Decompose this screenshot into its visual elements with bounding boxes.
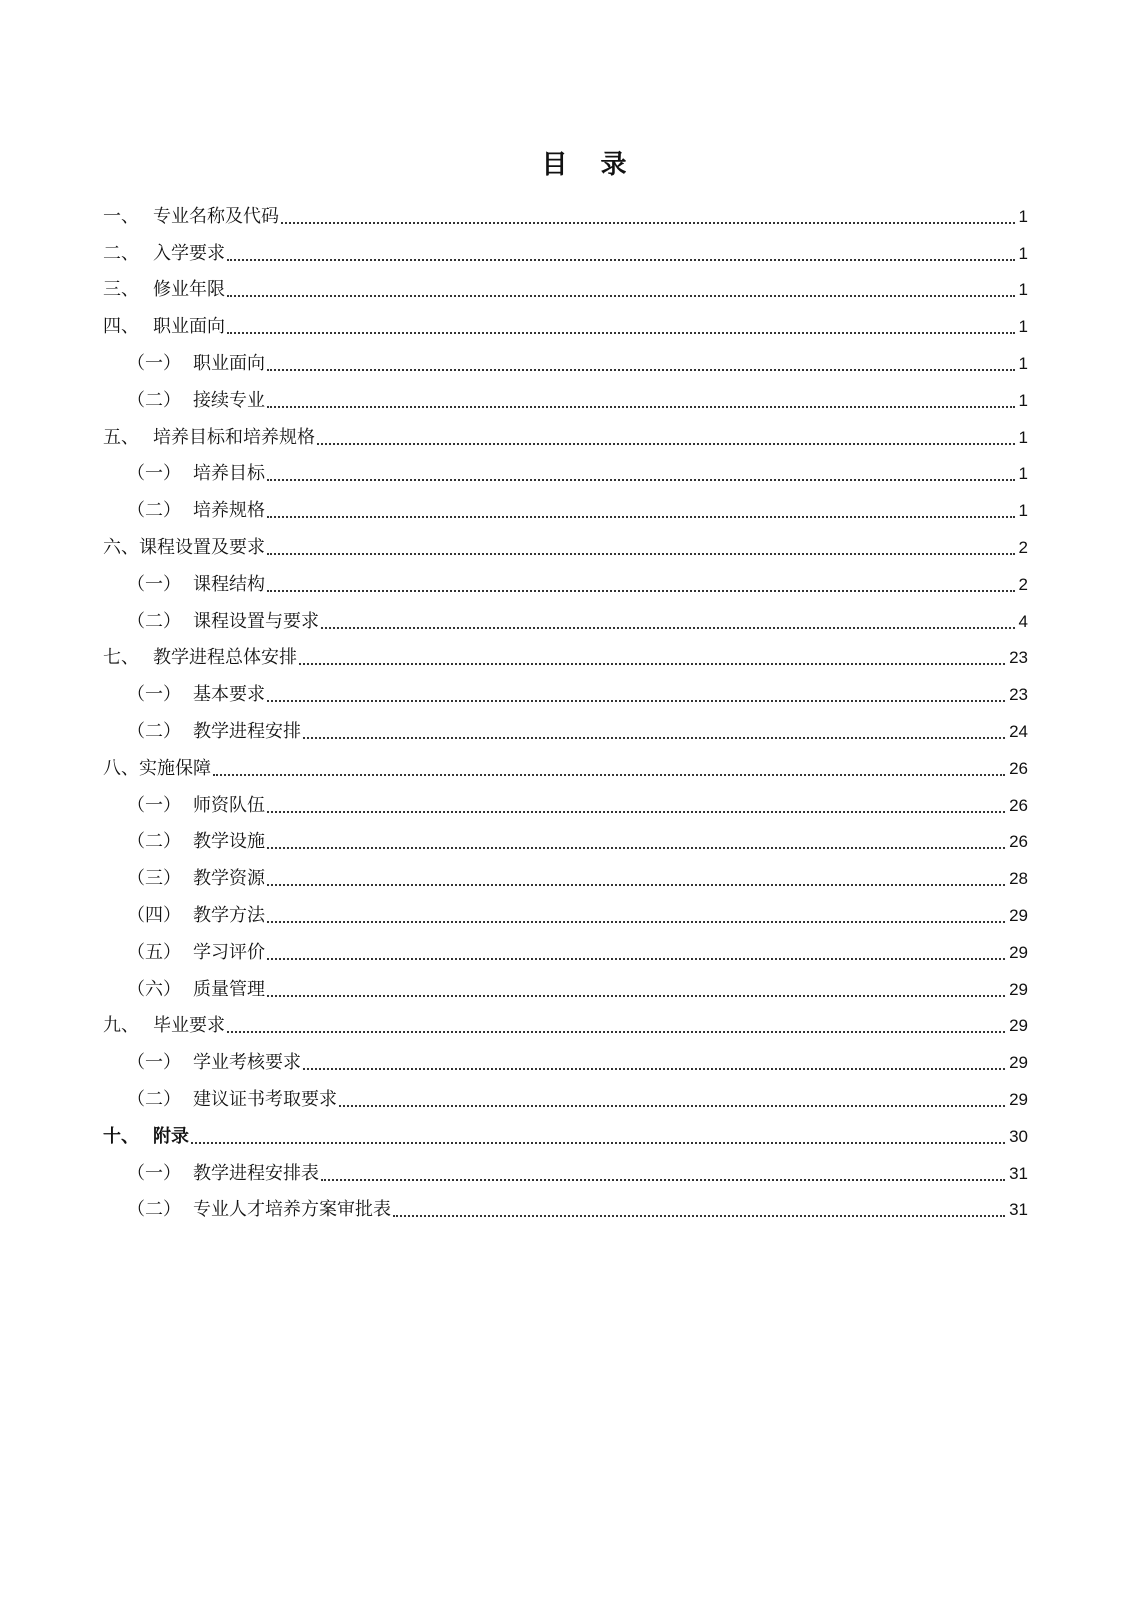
toc-entry[interactable] [103,560,1028,597]
toc-entry-title: 学习评价 [193,941,265,963]
toc-entry-number: （五） [127,941,181,963]
toc-entry[interactable] [103,670,1028,707]
toc-entry[interactable] [103,707,1028,744]
toc-entry[interactable] [103,450,1028,487]
toc-entry-number: 七、 [103,647,139,669]
toc-entry-title: 教学进程安排表 [193,1162,319,1184]
toc-dot-leader [267,553,1015,555]
toc-page-number: 1 [1018,464,1028,484]
toc-entry-title: 专业名称及代码 [153,205,279,227]
toc-entry-title: 师资队伍 [193,794,265,816]
toc-entry-title: 建议证书考取要求 [193,1088,337,1110]
toc-entry-title: 教学设施 [193,831,265,853]
toc-entry-title: 课程结构 [193,573,265,595]
toc-entry[interactable] [103,1112,1028,1149]
toc-page-number: 2 [1018,574,1028,594]
toc-title: 目 录 [541,150,639,180]
toc-dot-leader [267,958,1005,960]
toc-entry[interactable] [103,854,1028,891]
toc-entry-number: 六、 [103,536,139,558]
toc-page-number: 1 [1018,427,1028,447]
toc-entry[interactable] [103,928,1028,965]
toc-page-number: 24 [1009,721,1028,741]
toc-dot-leader [267,516,1015,518]
toc-dot-leader [299,663,1005,665]
toc-entry-title: 附录 [153,1125,189,1147]
toc-entry-title: 学业考核要求 [193,1052,301,1074]
toc-entry-number: （二） [127,831,181,853]
toc-dot-leader [267,884,1005,886]
toc-entry[interactable] [103,1002,1028,1039]
toc-dot-leader [321,1179,1005,1181]
toc-entry-title: 质量管理 [193,978,265,1000]
toc-dot-leader [267,479,1015,481]
toc-entry-title: 教学进程安排 [193,720,301,742]
toc-entry-title: 培养目标和培养规格 [153,426,315,448]
toc-entry-title: 教学方法 [193,904,265,926]
toc-page-number: 29 [1009,905,1028,925]
toc-entry[interactable] [103,229,1028,266]
toc-page-number: 1 [1018,206,1028,226]
toc-entry[interactable] [103,781,1028,818]
toc-entry[interactable] [103,1075,1028,1112]
toc-page-number: 1 [1018,280,1028,300]
toc-dot-leader [267,921,1005,923]
toc-entry-title: 课程设置及要求 [139,536,265,558]
toc-entry-title: 修业年限 [153,279,225,301]
toc-entry[interactable] [103,1038,1028,1075]
toc-dot-leader [267,369,1015,371]
toc-page-number: 26 [1009,758,1028,778]
toc-entry[interactable] [103,339,1028,376]
toc-page-number: 4 [1018,611,1028,631]
toc-page-number: 31 [1009,1200,1028,1220]
toc-entry-title: 教学进程总体安排 [153,647,297,669]
toc-dot-leader [317,443,1015,445]
toc-entry[interactable] [103,266,1028,303]
toc-page-number: 29 [1009,979,1028,999]
toc-entry-number: （二） [127,500,181,522]
toc-dot-leader [267,590,1015,592]
toc-dot-leader [267,847,1005,849]
toc-entry-number: （二） [127,1199,181,1221]
toc-entry-number: （二） [127,1088,181,1110]
toc-entry[interactable] [103,1149,1028,1186]
toc-entry-number: （六） [127,978,181,1000]
toc-entry-number: （一） [127,684,181,706]
toc-page-number: 23 [1009,648,1028,668]
toc-entry-number: （一） [127,794,181,816]
toc-entry-title: 培养规格 [193,500,265,522]
toc-dot-leader [303,737,1005,739]
toc-entry-number: 一、 [103,205,139,227]
toc-page-number: 26 [1009,832,1028,852]
toc-entry-number: 二、 [103,242,139,264]
toc-entry-number: （四） [127,904,181,926]
toc-list [103,192,1028,1222]
toc-page-number: 31 [1009,1163,1028,1183]
toc-entry[interactable] [103,634,1028,671]
toc-dot-leader [227,1031,1005,1033]
toc-dot-leader [227,295,1015,297]
toc-dot-leader [213,774,1005,776]
toc-page-number: 1 [1018,390,1028,410]
toc-page-number: 30 [1009,1126,1028,1146]
toc-page-number: 29 [1009,1016,1028,1036]
toc-page-number: 1 [1018,243,1028,263]
toc-entry-number: （一） [127,1162,181,1184]
toc-entry[interactable] [103,486,1028,523]
toc-entry-title: 实施保障 [139,757,211,779]
toc-page-number: 29 [1009,1053,1028,1073]
toc-dot-leader [267,995,1005,997]
toc-page-number: 1 [1018,353,1028,373]
toc-dot-leader [191,1142,1005,1144]
toc-entry[interactable] [103,523,1028,560]
toc-entry-number: （二） [127,610,181,632]
toc-entry[interactable] [103,302,1028,339]
toc-entry-number: （二） [127,389,181,411]
toc-page-number: 1 [1018,501,1028,521]
toc-entry-title: 入学要求 [153,242,225,264]
toc-page-number: 23 [1009,685,1028,705]
toc-dot-leader [267,700,1005,702]
toc-entry-number: 四、 [103,316,139,338]
toc-entry-title: 毕业要求 [153,1015,225,1037]
toc-dot-leader [321,627,1015,629]
toc-dot-leader [267,811,1005,813]
toc-page-number: 29 [1009,1089,1028,1109]
toc-entry-title: 培养目标 [193,463,265,485]
toc-entry[interactable] [103,376,1028,413]
toc-entry[interactable] [103,1186,1028,1223]
toc-page-number: 29 [1009,942,1028,962]
toc-entry-number: （二） [127,720,181,742]
toc-entry[interactable] [103,192,1028,229]
toc-page-number: 1 [1018,317,1028,337]
toc-entry-title: 接续专业 [193,389,265,411]
toc-dot-leader [227,259,1015,261]
toc-entry-title: 课程设置与要求 [193,610,319,632]
toc-entry[interactable] [103,891,1028,928]
toc-entry[interactable] [103,597,1028,634]
toc-page-number: 26 [1009,795,1028,815]
toc-entry[interactable] [103,744,1028,781]
toc-entry[interactable] [103,818,1028,855]
toc-entry-number: （一） [127,352,181,374]
toc-dot-leader [393,1215,1005,1217]
toc-entry-number: （一） [127,463,181,485]
toc-dot-leader [267,406,1015,408]
toc-entry-number: 九、 [103,1015,139,1037]
toc-page-number: 2 [1018,537,1028,557]
toc-entry-title: 职业面向 [193,352,265,374]
toc-page-number: 28 [1009,869,1028,889]
toc-entry[interactable] [103,965,1028,1002]
toc-entry-number: 十、 [103,1125,139,1147]
toc-entry-title: 职业面向 [153,316,225,338]
toc-entry-number: 八、 [103,757,139,779]
toc-entry-number: 五、 [103,426,139,448]
toc-entry-title: 专业人才培养方案审批表 [193,1199,391,1221]
toc-entry-number: （一） [127,573,181,595]
toc-dot-leader [303,1068,1005,1070]
toc-entry-title: 基本要求 [193,684,265,706]
toc-entry[interactable] [103,413,1028,450]
toc-dot-leader [339,1105,1005,1107]
toc-entry-number: （三） [127,868,181,890]
toc-dot-leader [281,222,1015,224]
toc-entry-title: 教学资源 [193,868,265,890]
toc-dot-leader [227,332,1015,334]
toc-entry-number: 三、 [103,279,139,301]
toc-entry-number: （一） [127,1052,181,1074]
